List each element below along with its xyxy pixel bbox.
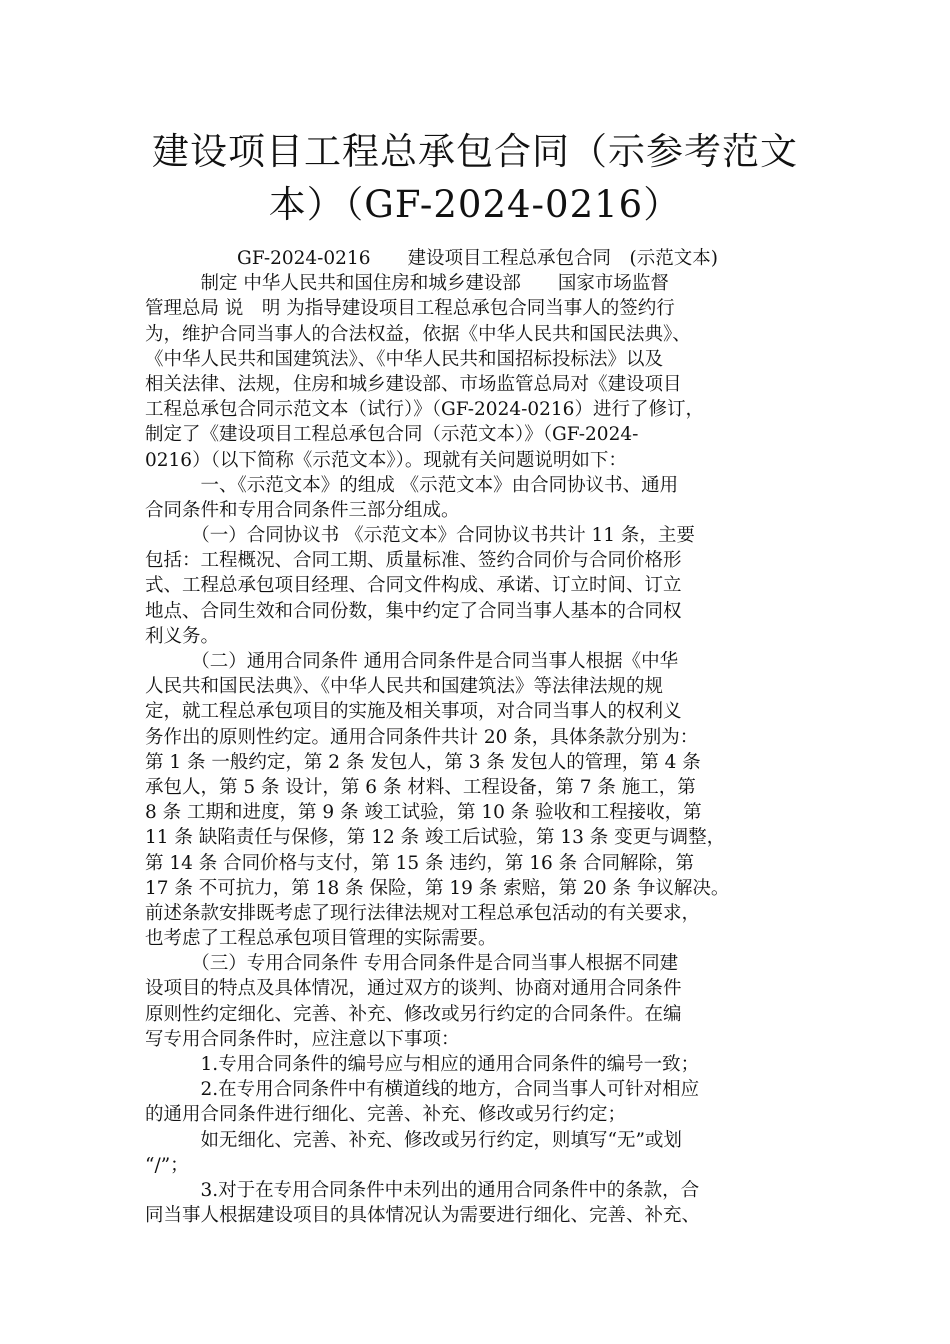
document-line: 承包人，第 5 条 设计，第 6 条 材料、工程设备，第 7 条 施工，第 (145, 776, 696, 798)
document-line: 式、工程总承包项目经理、合同文件构成、承诺、订立时间、订立 (145, 575, 682, 597)
document-line: 2.在专用合同条件中有横道线的地方，合同当事人可针对相应 (145, 1079, 700, 1101)
document-line: 合同条件和专用合同条件三部分组成。 (145, 499, 460, 521)
document-line: （一）合同协议书 《示范文本》合同协议书共计 11 条，主要 (145, 525, 695, 547)
document-line: 制定了《建设项目工程总承包合同（示范文本）》（GF-2024- (145, 424, 639, 446)
document-line: 17 条 不可抗力，第 18 条 保险，第 19 条 索赔，第 20 条 争议解决。 (145, 877, 730, 899)
document-line: 相关法律、法规，住房和城乡建设部、市场监管总局对《建设项目 (145, 373, 682, 395)
document-line: 一、《示范文本》的组成 《示范文本》由合同协议书、通用 (145, 474, 679, 496)
document-line: 同当事人根据建设项目的具体情况认为需要进行细化、完善、补充、 (145, 1205, 701, 1227)
document-line: GF-2024-0216 建设项目工程总承包合同 (示范文本) (237, 248, 718, 269)
document-line: 务作出的原则性约定。通用合同条件共计 20 条，具体条款分别为： (145, 726, 699, 748)
document-line: 3.对于在专用合同条件中未列出的通用合同条件中的条款，合 (145, 1179, 700, 1201)
document-line: 定，就工程总承包项目的实施及相关事项，对合同当事人的权利义 (145, 701, 682, 723)
document-line: 原则性约定细化、完善、补充、修改或另行约定的合同条件。在编 (145, 1003, 682, 1025)
document-line: 8 条 工期和进度，第 9 条 竣工试验，第 10 条 验收和工程接收，第 (145, 802, 702, 824)
document-line: （二）通用合同条件 通用合同条件是合同当事人根据《中华 (145, 651, 679, 672)
document-title-line-2: 本）（GF-2024-0216） (268, 183, 682, 226)
document-line: （三）专用合同条件 专用合同条件是合同当事人根据不同建 (145, 953, 679, 975)
document-line: 工程总承包合同示范文本（试行）》（GF-2024-0216）进行了修订， (145, 399, 704, 421)
document-line: 《中华人民共和国建筑法》、《中华人民共和国招标投标法》以及 (145, 348, 664, 370)
document-line: 为，维护合同当事人的合法权益，依据《中华人民共和国民法典》、 (145, 323, 691, 345)
document-line: 管理总局 说 明 为指导建设项目工程总承包合同当事人的签约行 (145, 298, 675, 320)
document-title-line-1: 建设项目工程总承包合同（示参考范文 (152, 130, 798, 173)
document-line: 0216）（以下简称《示范文本》）。现就有关问题说明如下： (145, 449, 627, 471)
document-line: 前述条款安排既考虑了现行法律法规对工程总承包活动的有关要求， (145, 902, 701, 924)
document-line: 第 1 条 一般约定，第 2 条 发包人，第 3 条 发包人的管理，第 4 条 (145, 751, 701, 773)
document-line: 1.专用合同条件的编号应与相应的通用合同条件的编号一致； (145, 1054, 700, 1075)
document-line: 设项目的特点及具体情况，通过双方的谈判、协商对通用合同条件 (145, 978, 682, 1000)
document-body (145, 246, 810, 1228)
document-line: 第 14 条 合同价格与支付，第 15 条 违约，第 16 条 合同解除，第 (145, 852, 695, 874)
document-line: 如无细化、完善、补充、修改或另行约定，则填写“无”或划 (145, 1129, 682, 1151)
document-line: 的通用合同条件进行细化、完善、补充、修改或另行约定； (145, 1104, 627, 1126)
document-line: 人民共和国民法典》、《中华人民共和国建筑法》等法律法规的规 (145, 676, 664, 698)
document-line: 利义务。 (145, 625, 220, 647)
document-line: 也考虑了工程总承包项目管理的实际需要。 (145, 928, 497, 950)
document-line: 制定 中华人民共和国住房和城乡建设部 国家市场监督 (145, 273, 669, 295)
document-line: “/”； (145, 1154, 189, 1176)
document-line: 11 条 缺陷责任与保修，第 12 条 竣工后试验，第 13 条 变更与调整， (145, 827, 726, 849)
document-line: 包括：工程概况、合同工期、质量标准、签约合同价与合同价格形 (145, 550, 682, 572)
document-line: 地点、合同生效和合同份数，集中约定了合同当事人基本的合同权 (145, 600, 682, 622)
document-line: 写专用合同条件时，应注意以下事项： (145, 1028, 460, 1050)
